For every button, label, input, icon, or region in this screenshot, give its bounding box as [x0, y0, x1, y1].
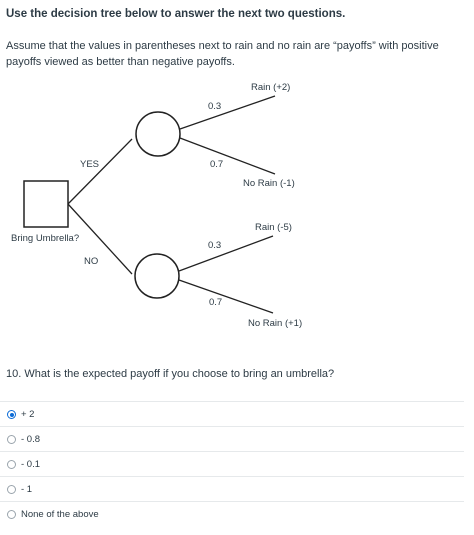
no-norain-edge: [179, 280, 273, 313]
yes-norain-edge: [180, 138, 275, 174]
yes-rain-probability: 0.3: [208, 101, 222, 112]
radio-icon[interactable]: [7, 485, 16, 494]
no-label: NO: [84, 256, 99, 267]
yes-norain-probability: 0.7: [210, 159, 224, 170]
intro-text: Assume that the values in parentheses next to rain and no rain are “payoffs” with positive payoffs viewed as better than negative payoffs.: [6, 40, 439, 68]
answer-option-label: - 1: [21, 484, 33, 495]
chance-node-no: [135, 254, 179, 298]
answer-option-1[interactable]: [0, 401, 464, 427]
chance-node-yes: [136, 112, 180, 156]
no-norain-payoff: No Rain (+1): [248, 318, 303, 329]
answer-option-4[interactable]: [0, 476, 464, 502]
answer-option-label: - 0.1: [21, 459, 41, 470]
answer-option-label: - 0.8: [21, 434, 41, 445]
radio-icon[interactable]: [7, 460, 16, 469]
yes-edge: [68, 139, 132, 204]
instructions-heading: Use the decision tree below to answer the next two questions.: [6, 8, 346, 20]
radio-icon[interactable]: [7, 510, 16, 519]
decision-label: Bring Umbrella?: [11, 233, 80, 244]
yes-rain-edge: [180, 96, 275, 129]
radio-selected-icon[interactable]: [7, 410, 16, 419]
decision-node: [24, 181, 68, 227]
answer-option-label: None of the above: [21, 509, 99, 520]
no-rain-probability: 0.3: [208, 240, 222, 251]
yes-label: YES: [80, 159, 100, 170]
answer-option-5[interactable]: [0, 501, 464, 527]
no-rain-edge: [179, 236, 273, 271]
no-rain-payoff: Rain (-5): [255, 222, 292, 233]
answer-option-2[interactable]: [0, 426, 464, 452]
radio-icon[interactable]: [7, 435, 16, 444]
answer-option-3[interactable]: [0, 451, 464, 477]
question-10: 10. What is the expected payoff if you choose to bring an umbrella?: [6, 368, 335, 380]
yes-rain-payoff: Rain (+2): [251, 82, 291, 93]
no-norain-probability: 0.7: [209, 297, 223, 308]
answer-option-label: + 2: [21, 409, 35, 420]
yes-norain-payoff: No Rain (-1): [243, 178, 295, 189]
